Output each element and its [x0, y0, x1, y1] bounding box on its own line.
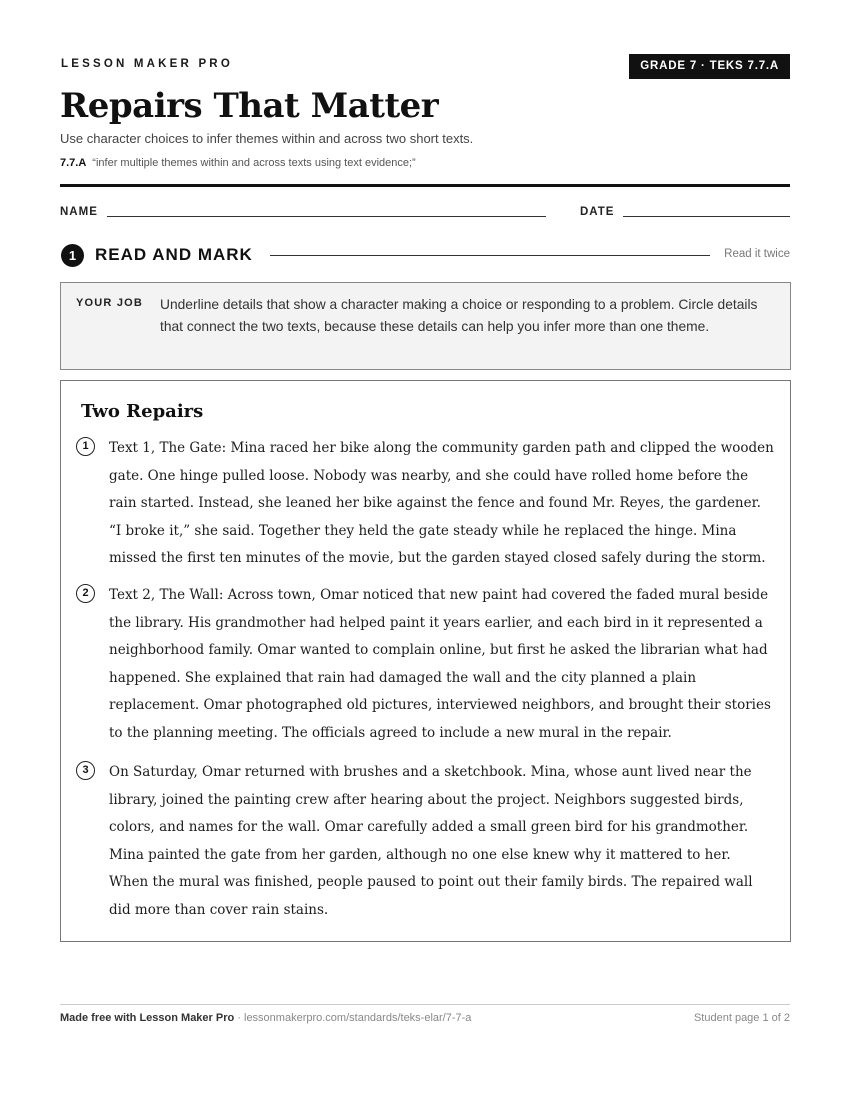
- paragraph-number-icon: 2: [76, 584, 95, 603]
- paragraph-text: Text 1, The Gate: Mina raced her bike along the community garden path and clipped the wooden gate. One hinge pulled loose. Nobody was nearby, and she could have rolled home before the rain started. Instead, she leaned her bike against the fence and found Mr. Reyes, the gardener. “I broke it,” she said. Together they held the gate steady while he replaced the hinge. Mina missed the first ten minutes of the movie, but the garden stayed closed safely during the storm.: [109, 440, 774, 566]
- page-subtitle: Use character choices to infer themes within and across two short texts.: [60, 131, 474, 146]
- paragraph-number-icon: 1: [76, 437, 95, 456]
- name-field[interactable]: [107, 216, 546, 217]
- standard-code: 7.7.A: [60, 157, 87, 169]
- header-divider: [60, 184, 790, 187]
- footer-page-number: Student page 1 of 2: [693, 1012, 790, 1024]
- footer-divider: [60, 1004, 790, 1005]
- grade-badge: GRADE 7 · TEKS 7.7.A: [629, 54, 790, 79]
- job-box: [60, 282, 791, 370]
- name-label: NAME: [60, 206, 98, 218]
- page-title: Repairs That Matter: [60, 86, 439, 126]
- footer-credit-name: Made free with Lesson Maker Pro: [60, 1012, 235, 1024]
- section-title: READ AND MARK: [95, 245, 253, 264]
- job-instructions: Underline details that show a character making a choice or responding to a problem. Circle details that connect the two texts, because these details can help you infer more than one theme.: [160, 297, 758, 334]
- standard-text: “infer multiple themes within and across texts using text evidence;”: [92, 157, 416, 169]
- date-label: DATE: [580, 206, 615, 218]
- job-label: YOUR JOB: [76, 297, 144, 309]
- reading-title: Two Repairs: [81, 401, 204, 422]
- reading-passage-box: [60, 380, 791, 942]
- paragraph-number-icon: 3: [76, 761, 95, 780]
- paragraph-text: On Saturday, Omar returned with brushes and a sketchbook. Mina, whose aunt lived near the library, joined the painting crew after hearing about the project. Neighbors suggested birds, colors, and names for the wall. Omar carefully added a small green bird for his grandmother. Mina painted the gate from her garden, although no one else knew why it mattered to her. When the mural was finished, people paused to point out their family birds. The repaired wall did more than cover rain stains.: [109, 764, 753, 918]
- standard-line: [60, 157, 416, 169]
- section-divider: [270, 255, 710, 256]
- footer-credit: [60, 1012, 471, 1024]
- brand-name: LESSON MAKER PRO: [61, 58, 233, 70]
- date-field[interactable]: [623, 216, 790, 217]
- paragraph-text: Text 2, The Wall: Across town, Omar noticed that new paint had covered the faded mural beside the library. His grandmother had helped paint it years earlier, and each bird in it represented a neighborhood family. Omar wanted to complain online, but first he asked the librarian what had happened. She explained that rain had damaged the wall and the city planned a plain replacement. Omar photographed old pictures, interviewed neighbors, and brought their stories to the planning meeting. The officials agreed to include a new mural in the repair.: [109, 587, 771, 741]
- footer-url-link[interactable]: · lessonmakerpro.com/standards/teks-elar/7-7-a: [234, 1012, 472, 1024]
- section-number-badge: 1: [61, 244, 84, 267]
- section-hint: Read it twice: [724, 248, 790, 260]
